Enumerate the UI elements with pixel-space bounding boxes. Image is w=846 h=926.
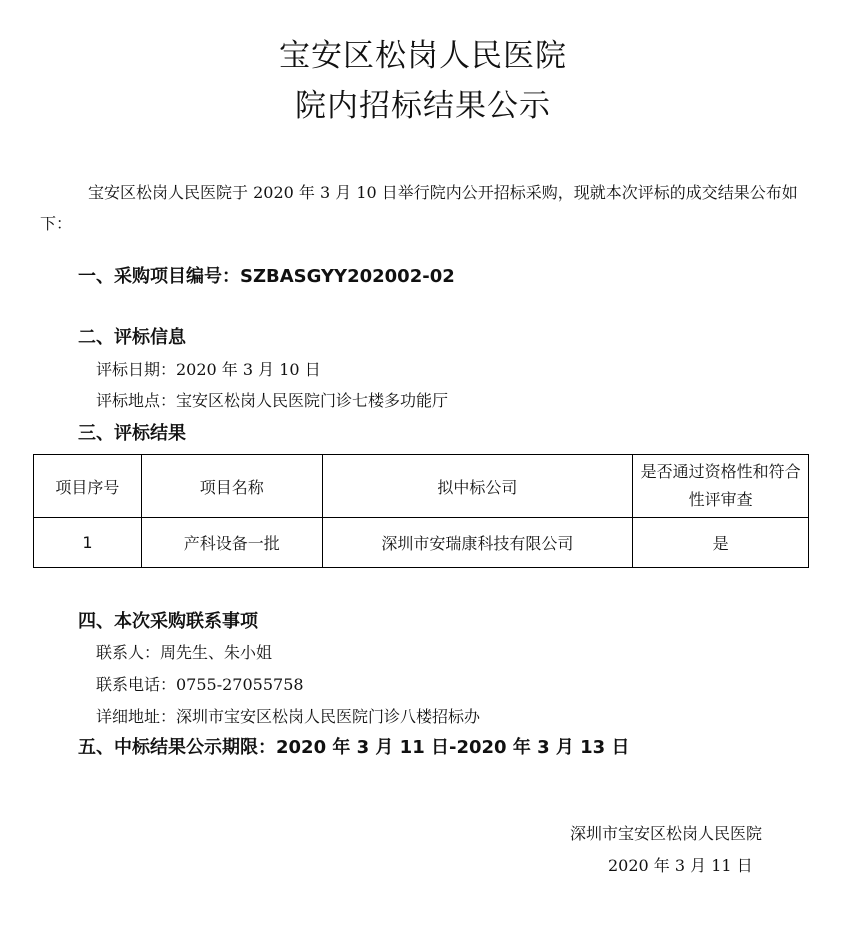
section-publicity-period: 五、中标结果公示期限：2020 年 3 月 11 日-2020 年 3 月 13 日 bbox=[78, 737, 630, 758]
table-header-cell: 项目名称 bbox=[141, 455, 322, 518]
document-title: 宝安区松岗人民医院 bbox=[279, 38, 567, 74]
table-header-cell: 拟中标公司 bbox=[322, 455, 633, 518]
evaluation-date: 评标日期：2020 年 3 月 10 日 bbox=[96, 360, 321, 379]
evaluation-place: 评标地点：宝安区松岗人民医院门诊七楼多功能厅 bbox=[96, 391, 449, 410]
contact-address: 详细地址：深圳市宝安区松岗人民医院门诊八楼招标办 bbox=[96, 707, 481, 726]
document-subtitle: 院内招标结果公示 bbox=[295, 88, 551, 124]
footer-date: 2020 年 3 月 11 日 bbox=[608, 856, 753, 875]
table-cell: 是 bbox=[633, 518, 809, 568]
contact-phone: 联系电话：0755-27055758 bbox=[96, 675, 304, 694]
section-project-number: 一、采购项目编号：SZBASGYY202002-02 bbox=[78, 266, 455, 287]
result-table bbox=[33, 454, 809, 568]
section-evaluation-info-heading: 二、评标信息 bbox=[78, 327, 186, 348]
contact-person: 联系人：周先生、朱小姐 bbox=[96, 643, 273, 662]
table-cell: 1 bbox=[34, 518, 142, 568]
table-cell: 深圳市安瑞康科技有限公司 bbox=[322, 518, 633, 568]
intro-paragraph: 宝安区松岗人民医院于 2020 年 3 月 10 日举行院内公开招标采购，现就本次评标的成交结果公布如下： bbox=[40, 183, 798, 233]
table-header-row bbox=[34, 455, 809, 518]
table-header-cell: 项目序号 bbox=[34, 455, 142, 518]
section-evaluation-result-heading: 三、评标结果 bbox=[78, 423, 186, 444]
section-contact-heading: 四、本次采购联系事项 bbox=[78, 611, 258, 632]
table-row bbox=[34, 518, 809, 568]
table-header-cell: 是否通过资格性和符合性评审查 bbox=[633, 455, 809, 518]
table-cell: 产科设备一批 bbox=[141, 518, 322, 568]
footer-organization: 深圳市宝安区松岗人民医院 bbox=[570, 824, 763, 843]
